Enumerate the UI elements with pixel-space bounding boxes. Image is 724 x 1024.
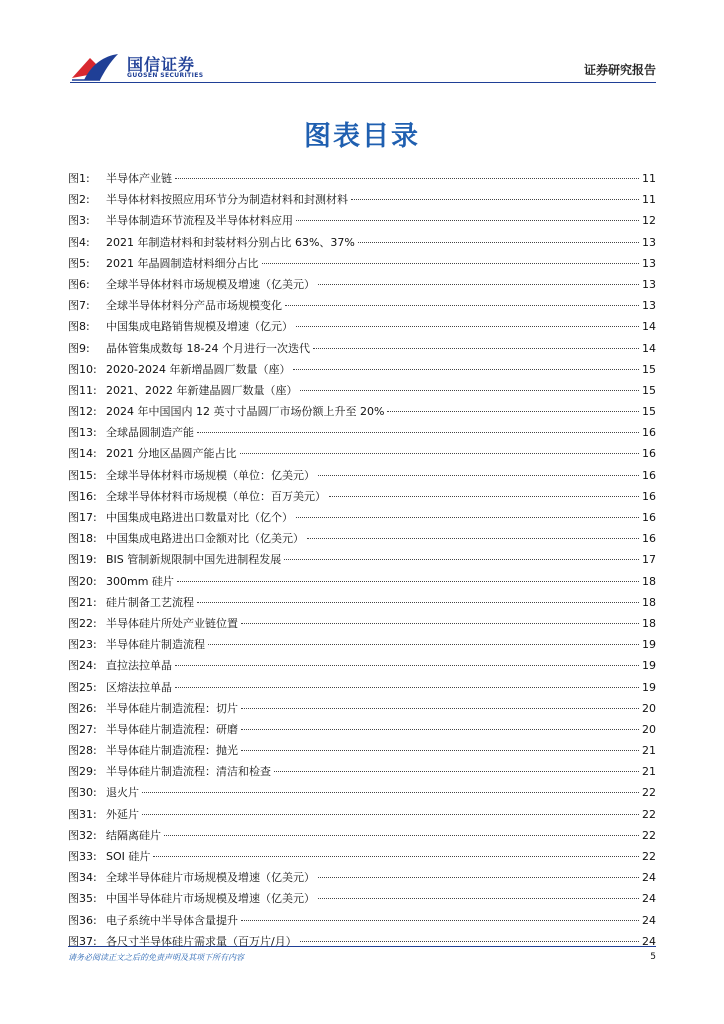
toc-figure-label: 图29: [68,765,97,779]
toc-entry[interactable] [68,592,656,613]
toc-entry[interactable] [68,210,656,231]
toc-leader-dots [296,220,639,221]
toc-page-number: 16 [642,468,656,482]
toc-page-number: 16 [642,426,656,440]
toc-entry[interactable] [68,401,656,422]
toc-leader-dots [284,559,639,560]
toc-page-number: 24 [642,871,656,885]
toc-page-number: 20 [642,701,656,715]
toc-page-number: 16 [642,447,656,461]
toc-figure-title: 2021 年晶圆制造材料细分占比 [106,256,259,270]
toc-figure-label: 图36: [68,913,97,927]
toc-page-number: 13 [642,256,656,270]
toc-leader-dots [197,432,639,433]
page-title: 图表目录 [304,121,420,152]
toc-entry[interactable] [68,274,656,295]
toc-figure-title: 半导体硅片制造流程：清洁和检查 [106,765,271,779]
report-type-label: 证券研究报告 [583,63,656,77]
toc-figure-label: 图8: [68,320,90,334]
toc-leader-dots [241,750,639,751]
toc-entry[interactable] [68,634,656,655]
toc-entry[interactable] [68,232,656,253]
toc-entry[interactable] [68,422,656,443]
toc-page-number: 13 [642,235,656,249]
toc-figure-title: 半导体硅片制造流程：研磨 [106,722,238,736]
toc-leader-dots [153,856,639,857]
disclaimer-note: 请务必阅读正文之后的免责声明及其项下所有内容 [68,953,244,962]
toc-figure-label: 图35: [68,892,97,906]
page-number: 5 [650,952,656,962]
toc-page-number: 14 [642,341,656,355]
toc-figure-title: 半导体硅片制造流程：切片 [106,701,238,715]
toc-figure-title: 半导体产业链 [106,172,172,185]
toc-leader-dots [329,496,639,497]
toc-page-number: 16 [642,489,656,503]
logo-text-en: GUOSEN SECURITIES [127,72,204,79]
toc-figure-label: 图15: [68,468,97,482]
toc-entry[interactable] [68,677,656,698]
toc-leader-dots [296,326,639,327]
toc-entry[interactable] [68,507,656,528]
toc-figure-label: 图9: [68,341,90,355]
toc-figure-label: 图26: [68,701,97,715]
footer-divider [68,946,656,947]
toc-entry[interactable] [68,359,656,380]
toc-page-number: 19 [642,680,656,694]
toc-page-number: 12 [642,214,656,228]
toc-entry[interactable] [68,782,656,803]
toc-page-number: 21 [642,765,656,779]
toc-leader-dots [197,602,639,603]
toc-figure-label: 图22: [68,616,97,630]
toc-figure-label: 图31: [68,807,97,821]
toc-leader-dots [307,538,639,539]
toc-entry[interactable] [68,655,656,676]
toc-entry[interactable] [68,846,656,867]
toc-figure-title: 半导体硅片所处产业链位置 [106,616,238,630]
toc-figure-label: 图1: [68,172,90,185]
toc-leader-dots [296,517,639,518]
toc-figure-title: 半导体制造环节流程及半导体材料应用 [106,214,293,228]
toc-figure-title: 全球半导体硅片市场规模及增速（亿美元） [106,871,315,885]
toc-leader-dots [241,920,639,921]
toc-entry[interactable] [68,571,656,592]
toc-figure-label: 图24: [68,659,97,673]
toc-entry[interactable] [68,486,656,507]
toc-figure-label: 图11: [68,383,97,397]
toc-entry[interactable] [68,295,656,316]
toc-figure-label: 图23: [68,638,97,652]
toc-figure-label: 图14: [68,447,97,461]
toc-leader-dots [175,665,639,666]
toc-figure-label: 图17: [68,511,97,524]
toc-page-number: 18 [642,595,656,609]
toc-figure-label: 图4: [68,235,90,249]
toc-leader-dots [318,898,639,899]
toc-leader-dots [164,835,639,836]
toc-leader-dots [142,814,639,815]
toc-page-number: 19 [642,638,656,652]
toc-leader-dots [241,623,639,624]
toc-figure-label: 图19: [68,553,97,567]
toc-page-number: 18 [642,574,656,588]
toc-page-number: 22 [642,828,656,842]
toc-figure-title: 中国集成电路进出口金额对比（亿美元） [106,532,304,546]
toc-page-number: 24 [642,934,656,948]
toc-figure-label: 图25: [68,680,97,694]
toc-entry[interactable] [68,931,656,952]
toc-entry[interactable] [68,740,656,761]
toc-entry[interactable] [68,613,656,634]
toc-page-number: 20 [642,722,656,736]
toc-entry[interactable] [68,867,656,888]
toc-figure-label: 图18: [68,532,97,546]
toc-figure-label: 图37: [68,934,97,948]
toc-entry[interactable] [68,888,656,909]
toc-entry[interactable] [68,528,656,549]
toc-page-number: 14 [642,320,656,334]
toc-entry[interactable] [68,825,656,846]
toc-entry[interactable] [68,380,656,401]
toc-page-number: 24 [642,913,656,927]
toc-figure-title: 电子系统中半导体含量提升 [106,913,238,927]
toc-figure-label: 图6: [68,277,90,291]
toc-figure-title: 全球半导体材料市场规模（单位：亿美元） [106,468,315,482]
toc-leader-dots [300,390,639,391]
toc-page-number: 18 [642,616,656,630]
toc-leader-dots [262,263,640,264]
toc-figure-title: 直拉法拉单晶 [106,659,172,673]
toc-figure-label: 图7: [68,299,90,313]
toc-entry[interactable] [68,189,656,210]
toc-figure-title: 中国集成电路进出口数量对比（亿个） [106,511,293,524]
toc-figure-label: 图28: [68,744,97,758]
toc-figure-title: 2021 分地区晶圆产能占比 [106,447,237,461]
table-of-figures [68,168,656,952]
toc-page-number: 16 [642,532,656,546]
toc-page-number: 13 [642,277,656,291]
toc-entry[interactable] [68,253,656,274]
toc-entry[interactable] [68,443,656,464]
toc-page-number: 22 [642,850,656,863]
toc-entry[interactable] [68,719,656,740]
toc-leader-dots [241,708,639,709]
toc-figure-title: 半导体硅片制造流程 [106,638,205,652]
toc-figure-label: 图20: [68,574,97,588]
guosen-logo-icon [70,50,120,82]
toc-leader-dots [175,687,639,688]
toc-entry[interactable] [68,338,656,359]
toc-leader-dots [241,729,639,730]
toc-figure-title: 晶体管集成数每 18-24 个月进行一次迭代 [106,341,310,355]
toc-leader-dots [274,771,639,772]
toc-figure-label: 图32: [68,828,97,842]
toc-figure-title: BIS 管制新规限制中国先进制程发展 [106,553,282,567]
toc-page-number: 11 [642,193,656,207]
toc-figure-title: 300mm 硅片 [106,574,174,588]
toc-leader-dots [142,792,639,793]
toc-figure-title: 半导体硅片制造流程：抛光 [106,744,238,758]
toc-figure-label: 图34: [68,871,97,885]
toc-figure-title: 中国集成电路销售规模及增速（亿元） [106,320,293,334]
toc-entry[interactable] [68,761,656,782]
toc-entry[interactable] [68,465,656,486]
toc-page-number: 21 [642,744,656,758]
toc-figure-label: 图2: [68,193,90,207]
toc-figure-title: 全球半导体材料分产品市场规模变化 [106,299,282,313]
toc-figure-label: 图21: [68,595,97,609]
toc-figure-label: 图16: [68,489,97,503]
toc-figure-label: 图27: [68,722,97,736]
toc-figure-title: 半导体材料按照应用环节分为制造材料和封测材料 [106,193,348,207]
toc-leader-dots [208,644,639,645]
toc-figure-title: 2020-2024 年新增晶圆厂数量（座） [106,362,291,376]
toc-leader-dots [285,305,639,306]
toc-page-number: 15 [642,405,656,419]
toc-page-number: 11 [642,172,656,185]
toc-figure-title: 2021 年制造材料和封装材料分别占比 63%、37% [106,235,355,249]
toc-leader-dots [177,581,639,582]
toc-leader-dots [175,178,639,179]
toc-entry[interactable] [68,910,656,931]
toc-figure-title: 结隔离硅片 [106,828,161,842]
toc-leader-dots [318,475,639,476]
toc-leader-dots [351,199,639,200]
toc-figure-title: 全球晶圆制造产能 [106,426,194,440]
toc-entry[interactable] [68,168,656,189]
toc-figure-title: 硅片制备工艺流程 [106,595,194,609]
toc-figure-title: 退火片 [106,786,139,800]
toc-page-number: 13 [642,299,656,313]
toc-page-number: 17 [642,553,656,567]
toc-entry[interactable] [68,549,656,570]
toc-figure-label: 图33: [68,850,97,863]
toc-figure-title: 2021、2022 年新建晶圆厂数量（座） [106,383,298,397]
page-header [0,0,724,90]
toc-leader-dots [318,284,639,285]
toc-page-number: 24 [642,892,656,906]
header-divider [70,82,656,83]
logo-text-cn: 国信证券 [127,55,196,74]
toc-entry[interactable] [68,698,656,719]
toc-page-number: 15 [642,362,656,376]
toc-figure-label: 图13: [68,426,97,440]
toc-leader-dots [300,941,639,942]
toc-page-number: 22 [642,786,656,800]
toc-leader-dots [318,877,639,878]
toc-leader-dots [313,348,639,349]
toc-figure-title: 中国半导体硅片市场规模及增速（亿美元） [106,892,315,906]
toc-leader-dots [387,411,639,412]
toc-page-number: 19 [642,659,656,673]
toc-figure-label: 图10: [68,362,97,376]
toc-page-number: 16 [642,511,656,524]
toc-figure-title: 全球半导体材料市场规模（单位：百万美元） [106,489,326,503]
toc-figure-label: 图30: [68,786,97,800]
toc-figure-title: SOI 硅片 [106,850,151,863]
toc-page-number: 15 [642,383,656,397]
toc-figure-label: 图5: [68,256,90,270]
toc-figure-title: 区熔法拉单晶 [106,680,172,694]
toc-figure-title: 全球半导体材料市场规模及增速（亿美元） [106,277,315,291]
toc-page-number: 22 [642,807,656,821]
toc-figure-label: 图12: [68,405,97,419]
toc-figure-title: 各尺寸半导体硅片需求量（百万片/月） [106,934,297,948]
toc-leader-dots [358,242,639,243]
toc-leader-dots [240,453,640,454]
toc-entry[interactable] [68,804,656,825]
toc-figure-title: 外延片 [106,807,139,821]
toc-figure-label: 图3: [68,214,90,228]
toc-entry[interactable] [68,316,656,337]
toc-figure-title: 2024 年中国国内 12 英寸寸晶圆厂市场份额上升至 20% [106,405,385,419]
toc-leader-dots [293,369,639,370]
